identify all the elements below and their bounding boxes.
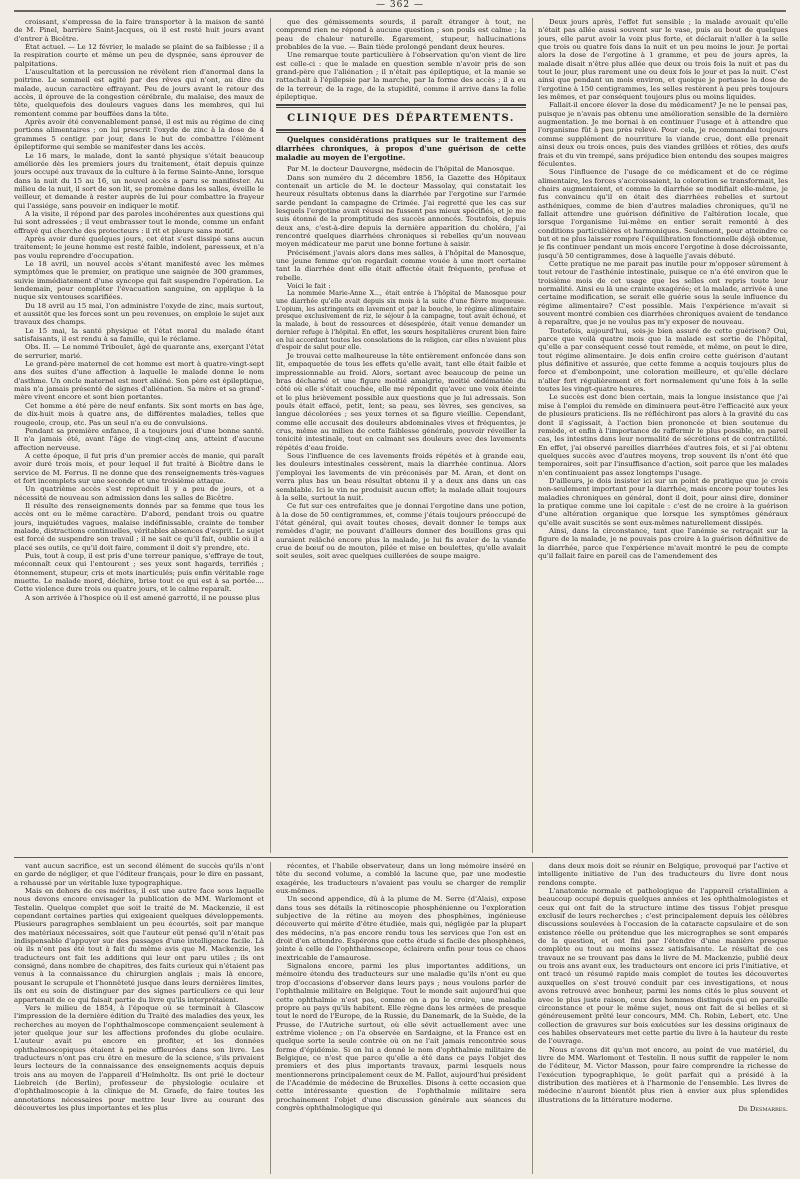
paragraph: Le 15 mai, la santé physique et l'état moral du malade étant satisfaisants, il est rendu à sa famille, qui le réclame. — [14, 326, 264, 344]
section-rule — [276, 129, 526, 133]
paragraph: Un second appendice, dû à la plume de M. Serre (d'Alais), expose dans tous ses détails la rétinoscopie phosphénienne ou l'exploration subjective de la rétine au moyen des phosphènes, ingénieuse découverte qui mérite d'être étudiée, mais qui, négligée par la plupart des médecins, n'a pas encore rendu tous les services que l'on est en droit d'en attendre. Espérons que cette étude si facile des phosphènes, jointe à celle de l'ophthalmoscope, éclairera enfin pour tous ce chaos inextricable de l'amaurose. — [276, 895, 526, 962]
paragraph: Le succès est donc bien certain, mais la longue insistance que j'ai mise à l'emploi du remède en diminuera peut-être l'efficacité aux yeux de plusieurs praticiens. Ils ne réfléchiront pas alors à la gravité du cas dont il s'agissait, à l'action bien prononcée et bien soutenue du remède, et enfin à l'importance de raffermir le plus possible, en pareil cas, les intestins dans leur normalité de sécrétions et de contractilité. En effet, j'ai observé pareilles diarrhées d'autres fois, et si j'ai obtenu quelques succès avec d'autres moyens, trop souvent ils n'ont été que temporaires, soit par l'insuffisance d'action, soit parce que les malades n'en continuaient pas assez longtemps l'usage. — [538, 393, 788, 477]
paragraph: croissant, s'empressa de la faire transporter à la maison de santé de M. Pinel, barrière Saint-Jacques, où il est resté huit jours avant d'entrer à Bicêtre. — [14, 18, 264, 43]
paragraph: Nous n'avons dit qu'un mot encore, au point de vue matériel, du livre de MM. Warlomont et Testelin. Il nous suffit de rappeler le nom de l'éditeur, M. Victor Masson, pour faire comprendre la richesse de l'exécution typographique, le goût parfait qui a présidé à la distribution des matières et à l'harmonie de l'ensemble. Les livres de médecine n'auront bientôt plus rien à envier aux plus splendides illustrations de la littérature moderne. — [538, 1045, 788, 1104]
signature — [538, 1105, 788, 1113]
paragraph: Fallait-il encore élever la dose du médicament? Je ne le pensai pas, puisque je n'avais pas obtenu une amélioration sensible de la dernière augmentation. Je me bornai à en continuer l'usage et à attendre que l'organisme fût à peu près relevé. Pour cela, je recommandai toujours comme supplément de nourriture la viande crue, dont elle prenait ainsi deux ou trois onces, puis des viandes grillées et rôties, des œufs frais et du vin trempé, sans préjudice bien entendu des soupes maigres féculentes. — [538, 101, 788, 168]
column-1-text — [14, 18, 264, 602]
paragraph: Précisément j'avais alors dans mes salles, à l'hôpital de Manosque, une jeune femme qu'on regardait comme vouée à une mort certaine tant la diarrhée dont elle était affectée était fréquente, profuse et rebelle. — [276, 248, 526, 282]
paragraph: Dans son numéro du 2 décembre 1856, la Gazette des Hôpitaux contenait un article de M. le docteur Massolay, qui constatait les heureux résultats obtenus dans la diarrhée par l'ergotine sur l'armée sarde pendant la campagne de Crimée. J'ai regretté que les cas sur lesquels l'ergotine avait réussi ne fussent pas mieux spécifiés, et je me suis étonné de la promptitude des succès annoncés. Toutefois, depuis deux ans, c'est-à-dire depuis la dernière apparition du choléra, j'ai rencontré quelques diarrhées chroniques si rebelles qu'un nouveau moyen médicateur me parut une bonne fortune à saisir. — [276, 173, 526, 249]
paragraph: Sous l'influence de l'usage de ce médicament et de ce régime alimentaire, les forces s'accroissaient, la coloration se transformait, les chairs augmentaient, et comme la diarrhée se modifiait elle-même, je fus convaincu qu'il en était des diarrhées rebelles et surtout asthéniques, comme de bien d'autres maladies chroniques, qu'il ne fallait attendre une guérison définitive de l'altération locale, que lorsque l'organisme lui-même en entier serait remonté à des conditions particulières et harmoniques. Seulement, pour atteindre ce but et ne plus laisser rompre l'équilibration fonctionnelle déjà obtenue, je fis continuer pendant un mois encore l'ergotine à dose décroissante, jusqu'à 50 centigrammes, dose à laquelle j'avais débuté. — [538, 168, 788, 260]
paragraph: Le grand-père maternel de cet homme est mort à quatre-vingt-sept ans des suites d'une affection à laquelle le malade donne le nom d'asthme. Un oncle maternel est mort aliéné. Son père est épileptique, mais n'a jamais présenté de signes d'aliénation. Sa mère et sa grand'-mère vivent encore et sont bien portantes. — [14, 360, 264, 402]
paragraph: Toutefois, aujourd'hui, sois-je bien assuré de cette guérison? Oui, parce que voilà quatre mois que la malade est sortie de l'hôpital, qu'elle a par conséquent cessé tout remède, et même, on peut le dire, tout régime alimentaire. Je dois enfin croire cette guérison d'autant plus définitive et assurée, que cette femme a acquis toujours plus de force et d'embonpoint, une coloration meilleure, et qu'elle déclare n'aller fort régulièrement et fort normalement qu'une fois à la selle toutes les vingt-quatre heures. — [538, 326, 788, 394]
paragraph: récentes, et l'habile observateur, dans un long mémoire inséré en tête du second volume, a comblé la lacune que, par une modestie exagérée, les traducteurs n'avaient pas voulu se charger de remplir eux-mêmes. — [276, 862, 526, 896]
column-divider — [270, 862, 271, 1174]
paragraph: Mais en dehors de ces mérites, il est une autre face sous laquelle nous devons encore envisager la publication de MM. Warlomont et Testelin. Quelque complet que soit le traité de M. Mackenzie, il est cependant certaines parties qui exigeaient quelques développements. Plusieurs paragraphes semblaient un peu écourtés, soit par manque des matériaux nécessaires, soit que l'auteur eût pensé qu'il n'était pas indispensable d'appuyer sur des passages d'une intelligence facile. Là où ils n'ont pas été tout à fait du même avis que M. Mackenzie, les traducteurs ont fait les additions qui leur ont paru utiles ; ils ont consigné, dans nombre de chapitres, des faits curieux qui n'étaient pas venus à la connaissance du chirurgien anglais ; mais là encore, pousant le scrupule et l'honnêteté jusque dans leurs dernières limites, ils ont eu soin de distinguer par des signes particuliers ce qui leur appartenait de ce qui faisait partie du livre qu'ils interprétaient. — [14, 887, 264, 1004]
column-2c-text — [276, 352, 526, 561]
paragraph: A la visite, il répond par des paroles incohérentes aux questions qui lui sont adressées ; il veut embrasser tout le monde, comme un enfant effrayé qui cherche des protecteurs : il rit et pleure sans motif. — [14, 209, 264, 235]
column-divider — [270, 18, 271, 853]
column-6 — [538, 862, 788, 1174]
paragraph: Du 18 avril au 15 mai, l'on administre l'oxyde de zinc, mais surtout, et aussitôt que les forces sont un peu revenues, on emploie le sujet aux travaux des champs. — [14, 301, 264, 327]
paragraph: A son arrivée à l'hospice où il est amené garrotté, il ne pousse plus — [25, 593, 260, 602]
author-line: Par M. le docteur Dauvergne, médecin de l'hôpital de Manosque. — [287, 165, 515, 174]
paragraph: Sous l'influence de ces lavements froids répétés et à grande eau, les douleurs intestinales cessèrent, mais la diarrhée continua. Alors j'employai les lavements de vin préconisés par M. Aran, et dont on verra plus bas un beau résultat obtenu il y a deux ans dans un cas semblable. Ici le vin ne produisit aucun effet; la malade allait toujours à la selle, surtout la nuit. — [276, 452, 526, 502]
paragraph: D'ailleurs, je dois insister ici sur un point de pratique que je crois non-seulement important pour la diarrhée, mais encore pour toutes les maladies chroniques en général, dont il doit, pour ainsi dire, dominer la pratique comme une loi capitale : c'est de ne croire à la guérison d'une altération organique que lorsque les symptômes généraux qu'elle avait suscités se sont eux-mêmes naturellement dissipés. — [538, 476, 788, 527]
paragraph: Ainsi, dans la circonstance, tant que l'anémie se retraçait sur la figure de la malade, je ne pouvais pas croire à la guérison définitive de la diarrhée, parce que l'expérience m'avait montré le peu de compte qu'il fallait faire en pareil cas de l'amendement des — [538, 526, 788, 560]
paragraph: dans deux mois doit se réunir en Belgique, provoqué par l'active et intelligente initiative de l'un des traducteurs du livre dont nous rendons compte. — [538, 862, 788, 887]
paragraph: Vers le milieu de 1854, à l'époque où se terminait à Glascow l'impression de la dernière édition du Traité des maladies des yeux, les recherches au moyen de l'ophthalmoscope commençaient seulement à jeter quelque jour sur les affections profondes du globe oculaire. L'auteur avait pu encore en profiter, et les données ophthalmoscopiques étaient à peine effleurées dans son livre. Les traducteurs n'ont pas cru être en mesure de la science, s'ils privaient leurs lecteurs de la connaissance des enseignements acquis depuis trois ans au moyen de l'appareil d'Helmholtz. Ils ont prié le docteur Liebreich (de Berlin), professeur de physiologie oculaire et d'ophthalmoscopie à la clinique de M. Graefe, de faire toutes les annotations nécessaires pour mettre leur livre au courant des découvertes les plus importantes et les plus — [14, 1003, 264, 1112]
article-title: Quelques considérations pratiques sur le traitement des diarrhées chroniques, à propos d'une guérison de cette maladie au moyen de l'ergotine. — [276, 135, 526, 162]
paragraph: Je trouvai cette malheureuse la tête entièrement enfoncée dans son lit, empaquetée de tous les effets qu'elle avait, tant elle était faible et impressionnable au froid. Alors, sortant avec beaucoup de peine un bras décharné et une figure moitié amaigrie, moitié œdématiée du côté où elle s'était couchée, elle me répondit qu'avec une voix éteinte et le plus brièvement possible aux questions que je lui adressais. Son pouls était effacé, petit, lent; sa peau, ses lèvres, ses gencives, sa langue décolorées ; ses yeux ternes et sa figure vieillie. Cependant, comme elle accusait des douleurs abdominales vives et fréquentes, je crus, même au milieu de cette faiblesse générale, pouvoir réveiller la tonicité intestinale, tout en calmant ses douleurs avec des lavements répétés d'eau froide. — [276, 352, 526, 452]
column-4 — [14, 862, 264, 1174]
top-rule — [14, 10, 786, 12]
signature-name: Desmarres. — [749, 1104, 788, 1113]
section-rule — [276, 104, 526, 108]
paragraph: Puis, tout à coup, il est pris d'une terreur panique, s'effraye de tout, méconnaît ceux qui l'entourent ; ses yeux sont hagards, terrifiés ; étonnement, stupeur, cris et mots inarticulés; puis enfin véritable rage muette. Le malade mord, déchire, brise tout ce qui est à sa portée.... Cette violence dure trois ou quatre jours, et le calme reparaît. — [14, 552, 264, 594]
paragraph: Cette pratique ne me parait pas inutile pour m'opposer sûrement à tout retour de l'asthénie intestinale, puisque ce n'a été environ que le troisième mois de cet usage que les selles ont repris toute leur normalité. Ainsi eu là une crainte exagérée; et la malade, arrivée à une certaine modification, se serait elle guérie sous la seule influence du régime alimentaire? C'est possible. Mais l'expérience m'avait si souvent montré combien ces diarrhées chroniques avaient de tendance à reparaître, que je ne voulus pas m'y exposer de nouveau. — [538, 259, 788, 327]
column-6-text — [538, 862, 788, 1104]
paragraph: L'anatomie normale et pathologique de l'appareil cristallinien a beaucoup occupé depuis quelques années et les ophthalmologistes et ceux qui ont fait de la structure intime des tissus l'objet presque exclusif de leurs recherches ; c'est principalement depuis les célèbres discussions soulevées à l'occasion de la cataracte capsulaire et de son existence réelle ou prétendue que les micrographes se sont emparés de la question, et ont fini par l'étendre d'une manière presque complète ou tout au moins assez satisfaisante. Le résultat de ces travaux ne se trouvant pas dans le livre de M. Mackenzie, publié deux ou trois ans avant eux, les traducteurs ont encore ici pris l'initiative, et ont tracé un résumé rapide mais complet de toutes les découvertes auxquelles on s'est trouvé conduit par ces investigations, et nous avons retrouvé avec bonheur, parmi les noms cités le plus souvent et avec le plus juste raison, ceux des hommes distingués qui en pareille circonstance et pour le même sujet, nous ont fait de si belles et si généreusement prêté leur concours, MM. Ch. Robin, Lebert, etc. Une collection de gravures sur bois exécutées sur les dessins originaux de ces habiles observateurs met cette partie du livre à la hauteur du reste de l'ouvrage. — [538, 887, 788, 1046]
column-5 — [276, 862, 526, 1174]
paragraph: Une remarque toute particulière à l'observation qu'on vient de lire est celle-ci : que le malade en question semble n'avoir pris de son grand-père que l'aliénation ; il n'était pas épileptique, et la manie se rattachait à l'épilepsie par la marche, par la forme des accès ; il a eu de la terreur, de la rage, de la stupidité, comme il arrive dans la folie épileptique. — [276, 51, 526, 102]
paragraph: État actuel. — Le 12 février, le malade se plaint de sa faiblesse ; il a la respiration courte et même un peu de dyspnée, sans éprouver de palpitations. — [14, 43, 264, 68]
paragraph: Pendant sa première enfance, il a toujours joui d'une bonne santé. Il n'a jamais été, avant l'âge de vingt-cinq ans, atteint d'aucune affection nerveuse. — [14, 426, 264, 452]
paragraph: Ce fut sur ces entrefaites que je donnai l'ergotine dans une potion, à la dose de 50 centigrammes, et, comme j'étais toujours préoccupé de l'état général, qui avait toutes choses, devait donner le temps aux remèdes d'agir, ne pouvant d'ailleurs donner des bouillons gras qui auraient relâché encore plus la malade, je lui fis avaler de la viande crue de bœuf ou de mouton, pilée et mise en boulettes, qu'elle avalait soit seules, soit avec quelques cuillerées de soupe maigre. — [276, 502, 526, 561]
column-divider — [532, 18, 533, 853]
paragraph: Deux jours après, l'effet fut sensible ; la malade avouait qu'elle n'était pas allée aussi souvent sur le vase, puis au bout de quelques jours, elle parut avoir la voix plus forte, et déclarait n'aller à la selle que trois ou quatre fois dans la nuit et un peu moins le jour. Je portai alors la dose de l'ergotine à 1 gramme, et peu de jours après, la malade disait n'être plus allée que deux ou trois fois la nuit et pas du tout le jour, plus rarement une ou deux fois le jour et pas la nuit. C'est ainsi que pendant un mois environ, et quoique je portasse la dose de l'ergotine à 150 centigrammes, les selles restèrent à peu près toujours les mêmes, et par conséquent toujours plus ou moins liquides. — [538, 18, 788, 102]
paragraph: Voici le fait : — [287, 282, 331, 291]
signature-prefix: Dr — [738, 1104, 748, 1113]
column-2-text — [276, 18, 526, 101]
section-title: CLINIQUE DES DÉPARTEMENTS. — [287, 113, 515, 125]
paragraph: Le 16 mars, le malade, dont la santé physique s'était beaucoup améliorée dès les premiers jours du traitement, était depuis quinze jours occupé aux travaux de la culture à la ferme Sainte-Anne, lorsque dans la nuit du 15 au 16, un nouvel accès a paru se manifester. Au milieu de la nuit, il sort de son lit, se promène dans les salles, éveille le veilleur, et demande à rester auprès de lui pour combattre la frayeur qui l'assiége, sans pouvoir en indiquer le motif. — [14, 151, 264, 210]
column-5-text — [276, 862, 526, 1112]
column-1 — [14, 18, 264, 853]
paragraph: A cette époque, il fut pris d'un premier accès de manie, qui paraît avoir duré trois mois, et pour lequel il fut traité à Bicêtre dans le service de M. Ferrus. Il ne donne que des renseignements très-vagues et fort incomplets sur une seconde et une troisième attaque. — [14, 451, 264, 485]
column-2b-text — [276, 174, 526, 291]
column-divider — [532, 862, 533, 1174]
column-3 — [538, 18, 788, 853]
paragraph: Le 18 avril, un nouvel accès s'étant manifesté avec les mêmes symptômes que le premier, on pratique une saignée de 300 grammes, suivie immédiatement d'une syncope qui fait suspendre l'opération. Le lendemain, pour compléter l'évacuation sanguine, on applique à la nuque six ventouses scarifiées. — [14, 259, 264, 302]
case-report: La nommée Marie-Anne X..., était entrée à l'hôpital de Manosque pour une diarrhée qu'elle avait depuis six mois à la suite d'une fièvre muqueuse. L'opium, les astringents en lavement et par la bouche, le régime alimentaire presque exclusivement de riz, le séjour à la campagne, tout avait échoué, et la malade, à bout de ressources et désespérée, était venue demander un dernier refuge à l'hôpital. En effet, les sœurs hospitalières crurent bien faire en lui accordant toutes les consolations de la religion, car elles n'avaient plus d'espoir de salut pour elle. — [276, 290, 526, 352]
paragraph: L'auscultation et la percussion ne révèlent rien d'anormal dans la poitrine. Le sommeil est agité par des rêves qui n'ont, au dire du malade, aucun caractère effrayant. Peu de jours avant le retour des accès, il éprouve de la congestion cérébrale, du malaise, des maux de tête, quelquefois des douleurs vagues dans les membres, qui lui remontent comme par bouffées dans la tête. — [14, 68, 264, 118]
paragraph: Un quatrième accès s'est reproduit il y a peu de jours, et a nécessité de nouveau son admission dans les salles de Bicêtre. — [14, 485, 264, 502]
horizontal-divider — [14, 857, 788, 858]
paragraph: Il résulte des renseignements donnés par sa femme que tous les accès ont eu le même caractère. D'abord, pendant trois ou quatre jours, inquiétudes vagues, malaise indéfinissable, crainte de tomber malade, distractions continuelles, véritables absences d'esprit. Le sujet est forcé de suspendre son travail ; il ne sait ce qu'il fait, oublie où il a placé ses outils, ce qu'il doit faire, comment il doit s'y prendre, etc. — [14, 501, 264, 552]
paragraph: vant aucun sacrifice, est un second élément de succès qu'ils n'ont en garde de négliger, et que l'éditeur français, pour le dire en passant, a rehaussé par un véritable luxe typographique. — [14, 862, 264, 887]
paragraph: Après avoir duré quelques jours, cet état s'est dissipé sans aucun traitement; le jeune homme est resté faible, indolent, paresseux, et n'a pas voulu reprendre d'occupation. — [14, 234, 264, 260]
column-4-text — [14, 862, 264, 1112]
page-number: — 362 — — [360, 0, 440, 10]
paragraph: Signalons encore, parmi les plus importantes additions, un mémoire étendu des traducteurs sur une maladie qu'ils n'ont eu que trop d'occasions d'observer dans leurs pays ; nous voulons parler de l'ophthalmie militaire en Belgique. Tout le monde sait aujourd'hui que cette ophthalmie n'est pas, comme on a pu le croire, une maladie propre au pays qu'ils habitent. Elle règne dans les armées de presque tout le nord de l'Europe, de la Russie, du Danemark, de la Suède, de la Prusse, de l'Autriche surtout, où elle sévit actuellement avec une extrême violence ; on l'a observée en Sardaigne, et la France est en quelque sorte la seule contrée où on ne l'ait jamais rencontrée sous forme d'épidémie. Si on lui a donné le nom d'ophthalmie militaire de Belgique, ce n'est que parce qu'elle a été dans ce pays l'objet des premiers et des plus importants travaux, parmi lesquels nous mentionnerons principalement ceux de M. Fallot, aujourd'hui président de l'Académie de médecine de Bruxelles. Disons à cette occasion que cette intéressante question de l'ophthalmie militaire sera prochainement l'objet d'une discussion générale aux séances du congrès ophthalmologique qui — [276, 962, 526, 1112]
paragraph: Cet homme a été père de neuf enfants. Six sont morts en bas âge, de dix-huit mois à quatre ans, de différentes maladies, telles que rougeole, croup, etc. Pas un seul n'a eu de convulsions. — [14, 401, 264, 427]
paragraph: Après avoir été convenablement pansé, il est mis au régime de cinq portions alimentaires ; on lui prescrit l'oxyde de zinc à la dose de 4 grammes 5 centigr. par jour, dans le but de combattre l'élément épileptiforme qui semble se manifester dans les accès. — [14, 118, 264, 152]
paragraph: Obs. II. — Le nommé Triboulet, âgé de quarante ans, exerçant l'état de serrurier, marié. — [14, 343, 264, 360]
column-2 — [276, 18, 526, 853]
column-3-text — [538, 18, 788, 560]
paragraph: que des gémissements sourds, il paraît étranger à tout, ne comprend rien ne répond à aucune question ; son pouls est calme ; la peau de chaleur naturelle. Égarement, stupeur, hallucinations probables de la vue. — Bain tiède prolongé pendant deux heures. — [276, 18, 526, 52]
